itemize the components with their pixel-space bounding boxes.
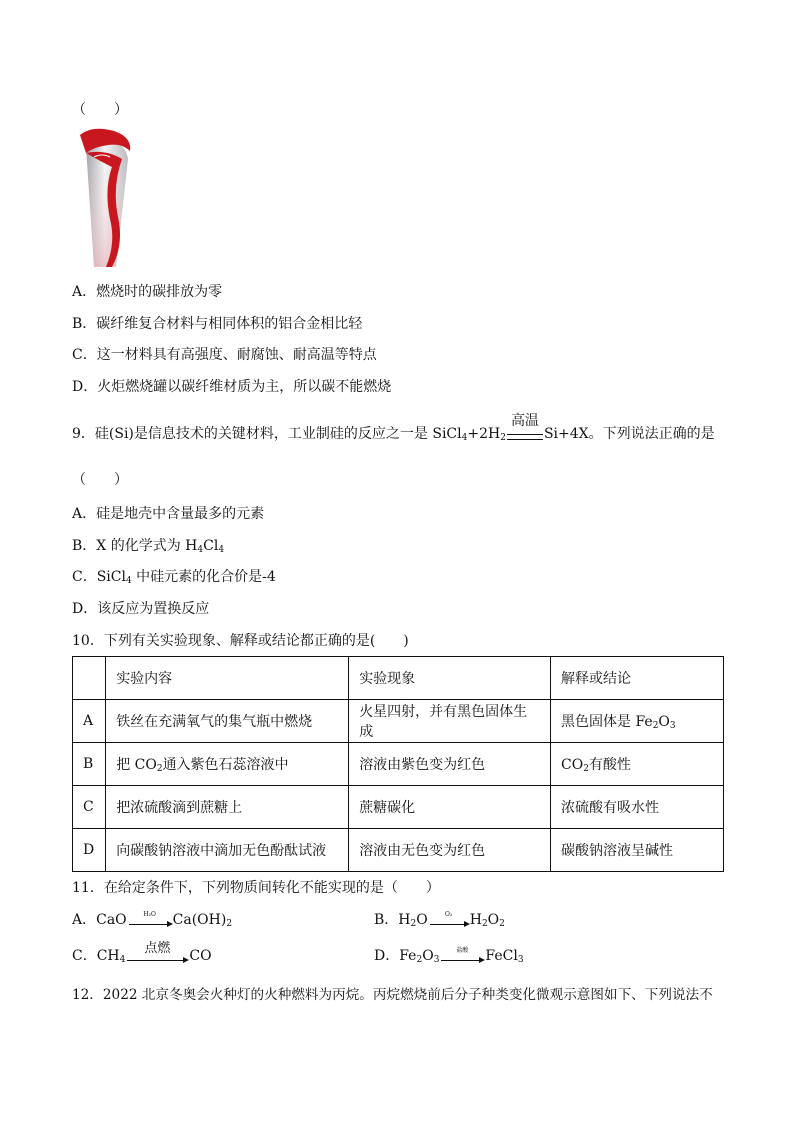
q9-stem: 9．硅(Si)是信息技术的关键材料，工业制硅的反应之一是 $SiCl_4+2H_2$ 高温 Si+4X。下列说法正确的是 [72,413,715,443]
torch-image [72,127,144,277]
q8-option-d: D．火炬燃烧罐以碳纤维材质为主，所以碳不能燃烧 [72,379,392,395]
row-content: 向碳酸钠溶液中滴加无色酚酞试液 [106,829,349,872]
row-label: D [73,829,106,872]
header-cell: 解释或结论 [551,657,724,700]
q9-option-a: A．硅是地壳中含量最多的元素 [72,506,265,522]
q11-stem: 11．在给定条件下，下列物质间转化不能实现的是（ ） [72,880,440,896]
row-label: C [73,786,106,829]
row-conclusion: 浓硫酸有吸水性 [551,786,724,829]
q9-condition: 高温 [510,413,539,429]
q11-option-d: D．$Fe_2O_3$ 盐酸 FeCl$_3$ [374,946,524,965]
row-label: B [73,743,106,786]
q8-paren: （ ） [72,102,128,118]
q11-option-b: B．$H_2O$ O₂ $H_2O_2$ [374,910,505,929]
header-cell: 实验现象 [349,657,551,700]
table-row [73,700,724,743]
q8-option-b: B．碳纤维复合材料与相同体积的铝合金相比轻 [72,316,363,332]
row-content: 把 $CO_2$通入紫色石蕊溶液中 [106,743,349,786]
row-phenomenon: 蔗糖碳化 [349,786,551,829]
q9-option-b: B．X 的化学式为 $H_4Cl_4$ [72,538,225,555]
q10-stem: 10．下列有关实验现象、解释或结论都正确的是( ) [72,633,409,649]
row-conclusion: 黑色固体是 $Fe_2O_3$ [551,700,724,743]
q11-option-c: C．$CH_4$ 点燃 CO [72,940,212,965]
table-row [73,829,724,872]
q10-table [72,656,724,872]
q12-stem: 12．2022 北京冬奥会火种灯的火种燃料为丙烷。丙烷燃烧前后分子种类变化微观示意图如下、下列说法不 [72,987,713,1003]
row-label: A [73,700,106,743]
table-row [73,786,724,829]
q9-paren: （ ） [72,472,128,488]
row-phenomenon: 溶液由紫色变为红色 [349,743,551,786]
q9-option-c: C．SiCl$_4$ 中硅元素的化合价是-4 [72,569,276,586]
q8-option-a: A．燃烧时的碳排放为零 [72,284,223,300]
header-cell: 实验内容 [106,657,349,700]
row-content: 铁丝在充满氧气的集气瓶中燃烧 [106,700,349,743]
row-conclusion: 碳酸钠溶液呈碱性 [551,829,724,872]
header-cell [73,657,106,700]
row-content: 把浓硫酸滴到蔗糖上 [106,786,349,829]
row-conclusion: $CO_2$有酸性 [551,743,724,786]
q11-option-a: A．CaO H₂O $Ca(OH)_2$ [72,910,233,929]
table-row [73,743,724,786]
row-phenomenon: 溶液由无色变为红色 [349,829,551,872]
row-phenomenon: 火星四射，并有黑色固体生成 [349,700,551,743]
q8-option-c: C．这一材料具有高强度、耐腐蚀、耐高温等特点 [72,347,377,363]
table-header-row [73,657,724,700]
q9-option-d: D．该反应为置换反应 [72,601,210,617]
